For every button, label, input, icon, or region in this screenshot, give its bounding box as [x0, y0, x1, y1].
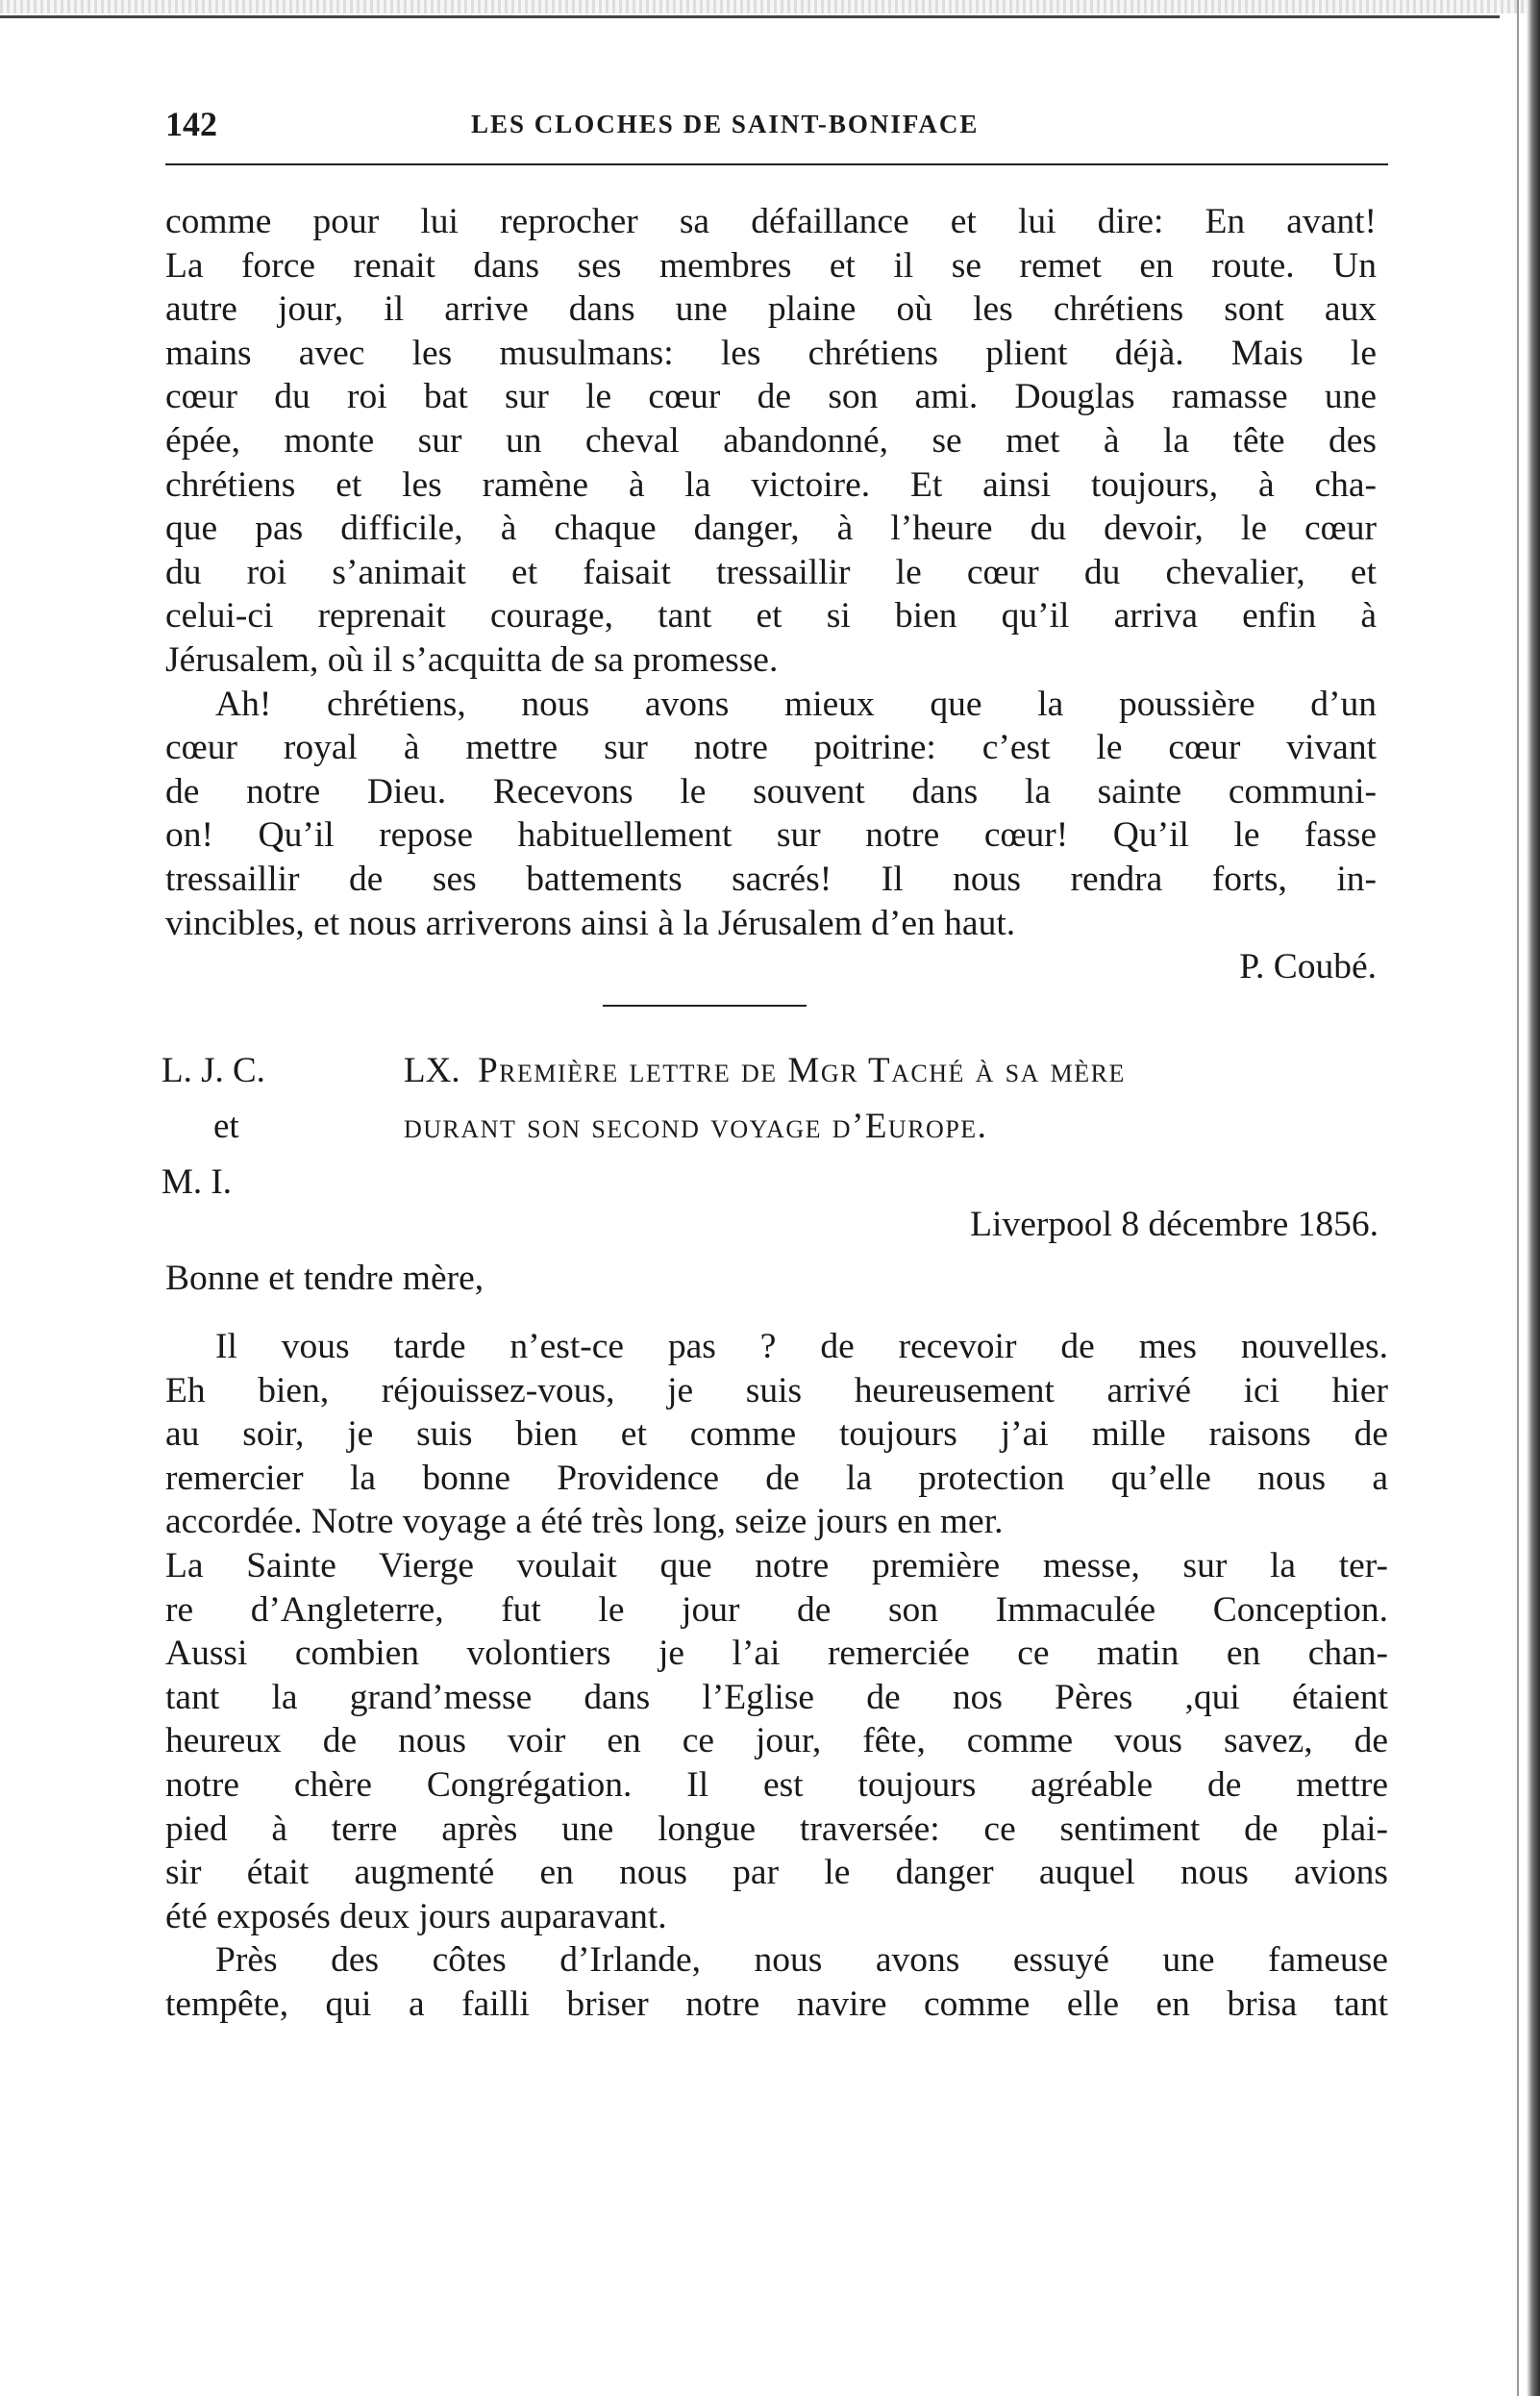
text-line: Près des côtes d’Irlande, nous avons essuyé une fameuse	[215, 1940, 1388, 1981]
text-line: comme pour lui reprocher sa défaillance et lui dire: En avant!	[165, 202, 1377, 241]
text-line: vincibles, et nous arriverons ainsi à la Jérusalem d’en haut.	[165, 903, 1016, 943]
text-line: tempête, qui a failli briser notre navire comme elle en brisa tant	[165, 1984, 1388, 2024]
running-title: LES CLOCHES DE SAINT-BONIFACE	[471, 110, 980, 138]
letter-heading	[161, 1043, 1398, 1207]
continued-text-block	[165, 200, 1377, 989]
scan-right-edge	[1527, 0, 1540, 2396]
text-line: cœur du roi bat sur le cœur de son ami. Douglas ramasse une	[165, 377, 1377, 417]
initials-line: M. I.	[161, 1162, 232, 1202]
text-line: Jérusalem, où il s’acquitta de sa promesse.	[165, 639, 779, 680]
text-line: pied à terre après une longue traversée: ce sentiment de plai-	[165, 1809, 1388, 1849]
text-line: tressaillir de ses battements sacrés! Il nous rendra forts, in-	[165, 859, 1377, 899]
section-divider	[603, 1005, 807, 1007]
text-line: remercier la bonne Providence de la protection qu’elle nous a	[165, 1458, 1388, 1498]
text-line: on! Qu’il repose habituellement sur notre cœur! Qu’il le fasse	[165, 815, 1377, 856]
text-line: été exposés deux jours auparavant.	[165, 1896, 667, 1936]
text-line: au soir, je suis bien et comme toujours j’ai mille raisons de	[165, 1414, 1388, 1455]
text-line: accordée. Notre voyage a été très long, seize jours en mer.	[165, 1502, 1004, 1542]
letter-salutation: Bonne et tendre mère,	[165, 1259, 484, 1298]
scan-top-edge	[0, 0, 1540, 13]
text-line: du roi s’animait et faisait tressaillir le cœur du chevalier, et	[165, 552, 1377, 592]
text-line: celui-ci reprenait courage, tant et si bien qu’il arriva enfin à	[165, 596, 1377, 636]
text-line: de notre Dieu. Recevons le souvent dans la sainte communi-	[165, 771, 1377, 811]
letter-title-text: Première lettre de Mgr Taché à sa mère	[478, 1051, 1126, 1090]
text-line: mains avec les musulmans: les chrétiens plient déjà. Mais le	[165, 333, 1377, 373]
running-header	[165, 96, 1398, 154]
text-line: La Sainte Vierge voulait que notre première messe, sur la ter-	[165, 1545, 1388, 1585]
initials-line: L. J. C.	[161, 1051, 265, 1090]
letter-title-line1	[404, 1043, 1126, 1099]
header-rule	[165, 163, 1388, 165]
text-line: tant la grand’messe dans l’Eglise de nos Pères ,qui étaient	[165, 1677, 1388, 1717]
text-line: notre chère Congrégation. Il est toujours agréable de mettre	[165, 1764, 1388, 1805]
letter-title-line2: durant son second voyage d’Europe.	[404, 1107, 988, 1146]
letter-dateline: Liverpool 8 décembre 1856.	[970, 1205, 1379, 1244]
text-line: heureux de nous voir en ce jour, fête, comme vous savez, de	[165, 1721, 1388, 1761]
scan-top-border	[0, 15, 1500, 18]
letter-number: LX.	[404, 1051, 460, 1090]
text-line: que pas difficile, à chaque danger, à l’heure du devoir, le cœur	[165, 509, 1377, 549]
text-line: Eh bien, réjouissez-vous, je suis heureusement arrivé ici hier	[165, 1370, 1388, 1410]
letter-body	[165, 1325, 1388, 2027]
text-line: Il vous tarde n’est-ce pas ? de recevoir de mes nouvelles.	[215, 1327, 1388, 1366]
page-number: 142	[165, 105, 217, 143]
initials-line: et	[213, 1107, 239, 1146]
text-line: re d’Angleterre, fut le jour de son Immaculée Conception.	[165, 1589, 1388, 1630]
text-line: Ah! chrétiens, nous avons mieux que la poussière d’un	[215, 684, 1377, 724]
text-line: La force renait dans ses membres et il se remet en route. Un	[165, 245, 1377, 286]
text-line: autre jour, il arrive dans une plaine où les chrétiens sont aux	[165, 289, 1377, 330]
letter-title	[404, 1043, 1126, 1155]
devotional-initials	[161, 1043, 265, 1210]
book-page	[161, 96, 1398, 2024]
text-line: sir était augmenté en nous par le danger auquel nous avions	[165, 1853, 1388, 1893]
text-line: chrétiens et les ramène à la victoire. Et ainsi toujours, à cha-	[165, 464, 1377, 505]
scan-right-border	[1517, 0, 1519, 2396]
text-line: cœur royal à mettre sur notre poitrine: c’est le cœur vivant	[165, 728, 1377, 768]
text-line: Aussi combien volontiers je l’ai remerciée ce matin en chan-	[165, 1634, 1388, 1674]
author-signature: P. Coubé.	[1239, 947, 1377, 987]
text-line: épée, monte sur un cheval abandonné, se met à la tête des	[165, 420, 1377, 461]
